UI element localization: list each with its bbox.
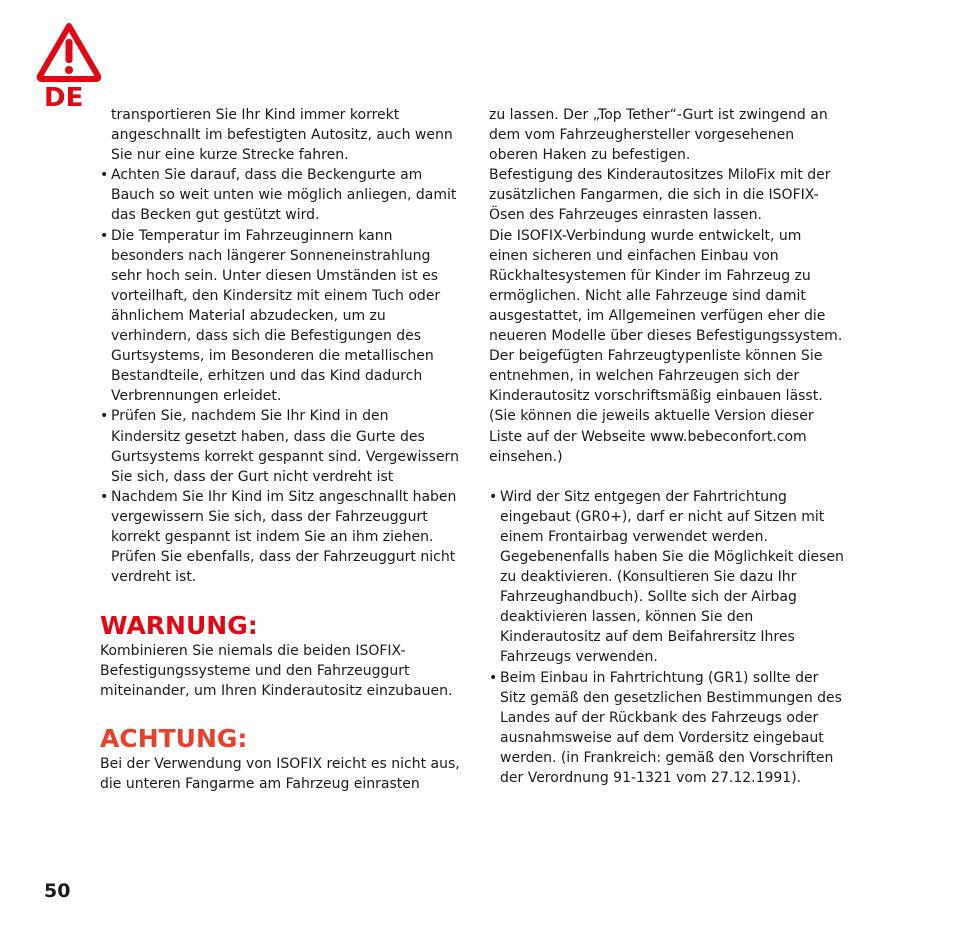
intro-continuation: transportieren Sie Ihr Kind immer korrekt angeschnallt im befestigten Autositz, auch wenn Sie nur eine kurze Strecke fahren. <box>111 107 453 164</box>
list-item: • Prüfen Sie, nachdem Sie Ihr Kind in den Kindersitz gesetzt haben, dass die Gurte des Gurtsystems korrekt gespannt sind. Vergewissern Sie sich, dass der Gurt nicht verdreht ist <box>100 406 462 486</box>
spacer <box>489 467 844 487</box>
right-column <box>489 105 844 788</box>
list-item: • Die Temperatur im Fahrzeuginnern kann besonders nach längerer Sonneneinstrahlung sehr hoch sein. Unter diesen Umständen ist es vorteilhaft, den Kindersitz mit einem Tuch oder ähnlichem Material abzudecken, um zu verhindern, dass sich die Befestigungen des Gurtsystems, im Besonderen die metallischen Bestandteile, erhitzen und das Kind dadurch Verbrennungen erleidet. <box>100 226 462 407</box>
warning-heading: WARNUNG: <box>100 611 258 641</box>
paragraph: Die ISOFIX-Verbindung wurde entwickelt, um einen sicheren und einfachen Einbau von Rückhaltesystemen für Kinder im Fahrzeug zu ermöglichen. Nicht alle Fahrzeuge sind damit ausgestattet, im Allgemeinen verfügen eher die neueren Modelle über dieses Befestigungssystem. <box>489 227 843 345</box>
list-item: • Beim Einbau in Fahrtrichtung (GR1) sollte der Sitz gemäß den gesetzlichen Bestimmungen des Landes auf der Rückbank des Fahrzeugs oder ausnahmsweise auf dem Vordersitz eingebaut werden. (in Frankreich: gemäß den Vorschriften der Verordnung 91-1321 vom 27.12.1991). <box>489 668 844 789</box>
language-code: DE <box>44 83 84 113</box>
paragraph: zu lassen. Der „Top Tether“-Gurt ist zwingend an dem vom Fahrzeughersteller vorgesehenen oberen Haken zu befestigen. <box>489 107 828 164</box>
paragraph: Der beigefügten Fahrzeugtypenliste können Sie entnehmen, in welchen Fahrzeugen sich der Kinderautositz vorschriftsmäßig einbauen lässt. (Sie können die jeweils aktuelle Version dieser Liste auf der Webseite www.bebeconfort.com einsehen.) <box>489 348 823 465</box>
warning-text: Kombinieren Sie niemals die beiden ISOFIX-Befestigungssysteme und den Fahrzeuggurt miteinander, um Ihren Kinderautositz einzubauen. <box>100 643 453 700</box>
left-column <box>100 105 462 794</box>
list-item: • Achten Sie darauf, dass die Beckengurte am Bauch so weit unten wie möglich anliegen, damit das Becken gut gestützt wird. <box>100 165 462 225</box>
list-item: • Wird der Sitz entgegen der Fahrtrichtung eingebaut (GR0+), darf er nicht auf Sitzen mit einem Frontairbag verwendet werden. Gegebenenfalls haben Sie die Möglichkeit diesen zu deaktivieren. (Konsultieren Sie dazu Ihr Fahrzeughandbuch). Sollte sich der Airbag deaktivieren lassen, können Sie den Kinderautositz auf dem Beifahrersitz Ihres Fahrzeugs verwenden. <box>489 487 844 668</box>
page-number: 50 <box>44 880 71 902</box>
caution-text: Bei der Verwendung von ISOFIX reicht es nicht aus, die unteren Fangarme am Fahrzeug einrasten <box>100 755 460 792</box>
list-item: • Nachdem Sie Ihr Kind im Sitz angeschnallt haben vergewissern Sie sich, dass der Fahrzeuggurt korrekt gespannt ist indem Sie an ihm ziehen. Prüfen Sie ebenfalls, dass der Fahrzeuggurt nicht verdreht ist. <box>100 487 462 587</box>
caution-heading: ACHTUNG: <box>100 723 248 753</box>
paragraph: Befestigung des Kinderautositzes MiloFix mit der zusätzlichen Fangarmen, die sich in die ISOFIX-Ösen des Fahrzeuges einrasten lassen. <box>489 167 831 224</box>
warning-triangle-icon <box>36 22 102 82</box>
